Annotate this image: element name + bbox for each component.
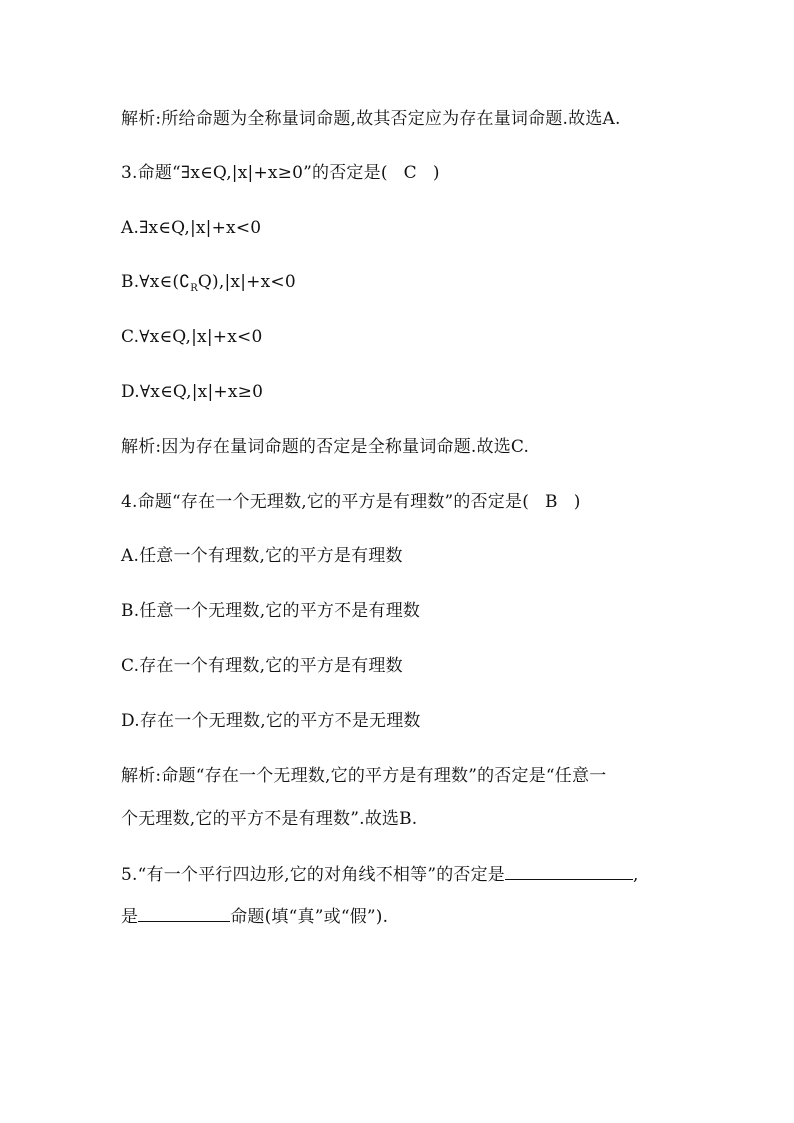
explanation-q4-line1: 解析:命题“存在一个无理数,它的平方是有理数”的否定是“任意一	[121, 766, 607, 786]
question-4-option-d: D.存在一个无理数,它的平方不是无理数	[121, 711, 421, 731]
question-4-option-a: A.任意一个有理数,它的平方是有理数	[121, 546, 403, 566]
question-5-line1	[121, 863, 639, 886]
question-4-close: )	[573, 492, 581, 512]
question-4-option-c: C.存在一个有理数,它的平方是有理数	[121, 656, 403, 676]
question-3-close: )	[432, 163, 440, 183]
question-5-comma: ,	[633, 865, 639, 885]
option-b-subscript: R	[190, 283, 198, 294]
question-3-option-d: D.∀x∈Q,|x|+x≥0	[121, 382, 264, 402]
question-3-option-a: A.∃x∈Q,|x|+x<0	[121, 218, 262, 238]
question-4-answer: B	[545, 492, 558, 512]
question-5-suffix: 命题(填“真”或“假”).	[230, 907, 389, 927]
question-3-option-c: C.∀x∈Q,|x|+x<0	[121, 327, 263, 347]
option-b-suffix: Q),|x|+x<0	[197, 272, 296, 292]
question-5-prefix: 是	[121, 907, 139, 927]
question-5-line2	[121, 905, 388, 928]
answer-blank-2[interactable]	[138, 905, 230, 922]
question-3-answer: C	[403, 163, 417, 183]
question-3-option-b	[121, 271, 296, 300]
explanation-q4-line2: 个无理数,它的平方不是有理数”.故选B.	[121, 809, 418, 829]
question-4-option-b: B.任意一个无理数,它的平方不是有理数	[121, 601, 421, 621]
answer-blank-1[interactable]	[505, 863, 633, 880]
question-4-text: 4.命题“存在一个无理数,它的平方是有理数”的否定是(	[121, 492, 530, 512]
explanation-q3: 解析:因为存在量词命题的否定是全称量词命题.故选C.	[121, 437, 530, 457]
option-b-prefix: B.∀x∈(∁	[121, 272, 191, 292]
question-3-text: 3.命题“∃x∈Q,|x|+x≥0”的否定是(	[121, 163, 388, 183]
question-5-text: 5.“有一个平行四边形,它的对角线不相等”的否定是	[121, 865, 506, 885]
question-4-stem	[121, 491, 581, 513]
explanation-q2: 解析:所给命题为全称量词命题,故其否定应为存在量词命题.故选A.	[121, 109, 621, 129]
question-3-stem	[121, 162, 440, 184]
